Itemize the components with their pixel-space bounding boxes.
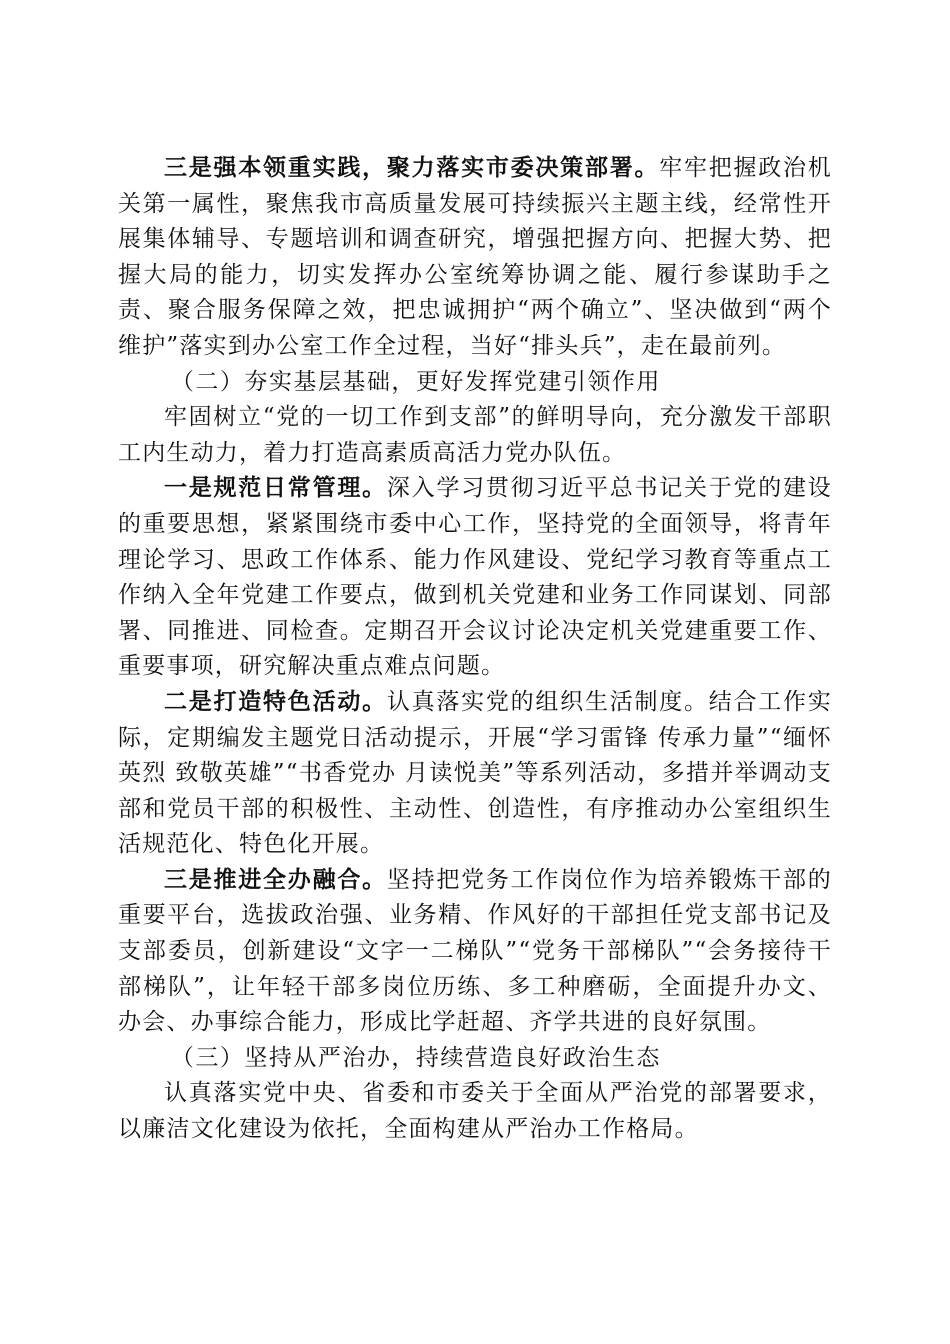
paragraph-1-text: 牢牢把握政治机关第一属性，聚焦我市高质量发展可持续振兴主题主线，经常性开展集体辅导、专题培训和调查研究，增强把握方向、把握大势、把握大局的能力，切实发挥办公室统筹协调之能、履行参谋助手之责、聚合服务保障之效，把忠诚拥护“两个确立”、坚决做到“两个维护”落实到办公室工作全过程，当好“排头兵”，走在最前列。 (118, 155, 833, 359)
paragraph-2-item-1 (118, 471, 832, 685)
paragraph-2-item-2 (118, 685, 832, 863)
section-heading-3: （三）坚持从严治办，持续营造良好政治生态 (170, 1044, 661, 1071)
paragraph-2-item-1-lead: 一是规范日常管理。 (164, 475, 387, 502)
paragraph-3-intro: 认真落实党中央、省委和市委关于全面从严治党的部署要求，以廉洁文化建设为依托，全面构建从严治办工作格局。 (118, 1080, 832, 1143)
paragraph-1-lead: 三是强本领重实践，聚力落实市委决策部署。 (164, 155, 660, 181)
paragraph-2-item-3-lead: 三是推进全办融合。 (164, 866, 387, 893)
paragraph-2-item-3-text: 坚持把党务工作岗位作为培养锻炼干部的重要平台，选拔政治强、业务精、作风好的干部担任党支部书记及支部委员，创新建设“文字一二梯队”“党务干部梯队”“会务接待干部梯队”，让年轻干部多岗位历练、多工种磨砺，全面提升办文、办会、办事综合能力，形成比学赶超、齐学共进的良好氛围。 (118, 866, 832, 1036)
section-heading-2: （二）夯实基层基础，更好发挥党建引领作用 (170, 368, 661, 395)
paragraph-2-intro: 牢固树立“党的一切工作到支部”的鲜明导向，充分激发干部职工内生动力，着力打造高素质高活力党办队伍。 (118, 404, 832, 466)
paragraph-2-item-1-text: 深入学习贯彻习近平总书记关于党的建设的重要思想，紧紧围绕市委中心工作，坚持党的全面领导，将青年理论学习、思政工作体系、能力作风建设、党纪学习教育等重点工作纳入全年党建工作要点，做到机关党建和业务工作同谋划、同部署、同推进、同检查。定期召开会议讨论决定机关党建重要工作、重要事项，研究解决重点难点问题。 (118, 475, 832, 680)
paragraph-2-item-2-text: 认真落实党的组织生活制度。结合工作实际，定期编发主题党日活动提示，开展“学习雷锋 传承力量”“缅怀英烈 致敬英雄”“书香党办 月读悦美”等系列活动，多措并举调动支部和党员干部的积极性、主动性、创造性，有序推动办公室组织生活规范化、特色化开展。 (118, 688, 832, 858)
paragraph-2-item-2-lead: 二是打造特色活动。 (164, 688, 387, 715)
paragraph-2-item-3 (118, 863, 832, 1041)
paragraph-1 (118, 151, 832, 365)
document-body (118, 151, 832, 1148)
